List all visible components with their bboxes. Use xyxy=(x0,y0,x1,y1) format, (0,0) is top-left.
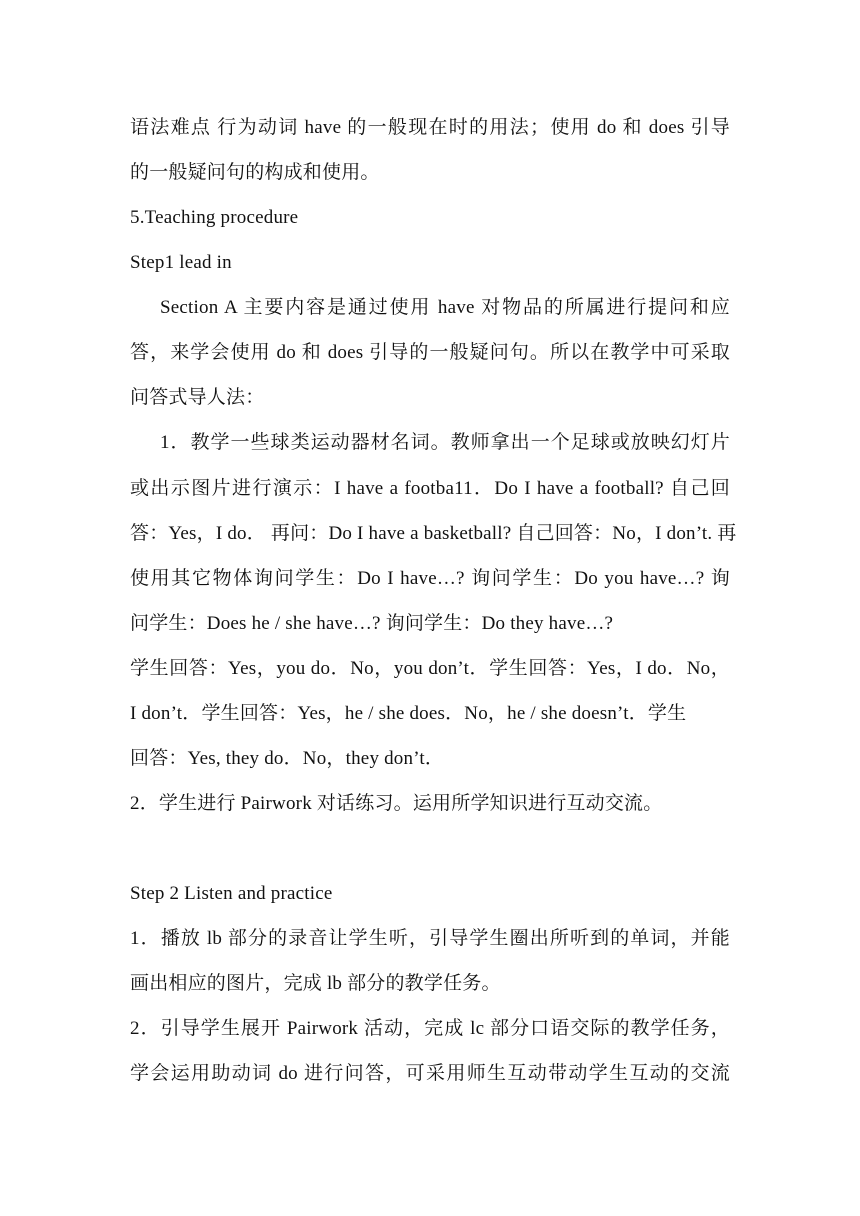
list-item-line: 1．播放 lb 部分的录音让学生听，引导学生圈出所听到的单词，并能 xyxy=(130,928,730,949)
answer-line: 学生回答：Yes，you do．No，you don’t．学生回答：Yes，I do．No， xyxy=(130,658,730,679)
text-line: 语法难点 行为动词 have 的一般现在时的用法；使用 do 和 does 引导 xyxy=(130,117,730,138)
list-item-line: 使用其它物体询问学生：Do I have…? 询问学生：Do you have…? 询 xyxy=(130,568,730,589)
list-item-line: 1．教学一些球类运动器材名词。教师拿出一个足球或放映幻灯片 xyxy=(160,432,730,453)
list-item-line: 学会运用助动词 do 进行问答，可采用师生互动带动学生互动的交流 xyxy=(130,1063,730,1084)
list-item-line: 画出相应的图片，完成 lb 部分的教学任务。 xyxy=(130,973,501,994)
paragraph-line: 答，来学会使用 do 和 does 引导的一般疑问句。所以在教学中可采取 xyxy=(130,342,730,363)
step-heading: Step1 lead in xyxy=(130,252,232,273)
answer-line: I don’t．学生回答：Yes，he / she does．No，he / she doesn’t．学生 xyxy=(130,703,687,724)
paragraph-line: 问答式导人法： xyxy=(130,387,265,408)
list-item-line: 或出示图片进行演示：I have a footba11．Do I have a football? 自己回 xyxy=(130,478,730,499)
list-item-line: 2．学生进行 Pairwork 对话练习。运用所学知识进行互动交流。 xyxy=(130,793,663,814)
section-heading: 5.Teaching procedure xyxy=(130,207,299,228)
list-item-line: 问学生：Does he / she have…? 询问学生：Do they have…? xyxy=(130,613,614,634)
paragraph-line: Section A 主要内容是通过使用 have 对物品的所属进行提问和应 xyxy=(160,297,730,318)
text-line: 的一般疑问句的构成和使用。 xyxy=(130,162,380,183)
list-item-line: 答：Yes，I do． 再问：Do I have a basketball? 自己回答：No，I don’t. 再 xyxy=(130,523,737,544)
step-heading: Step 2 Listen and practice xyxy=(130,883,333,904)
list-item-line: 2．引导学生展开 Pairwork 活动，完成 lc 部分口语交际的教学任务， xyxy=(130,1018,730,1039)
answer-line: 回答：Yes, they do．No，they don’t． xyxy=(130,748,445,769)
